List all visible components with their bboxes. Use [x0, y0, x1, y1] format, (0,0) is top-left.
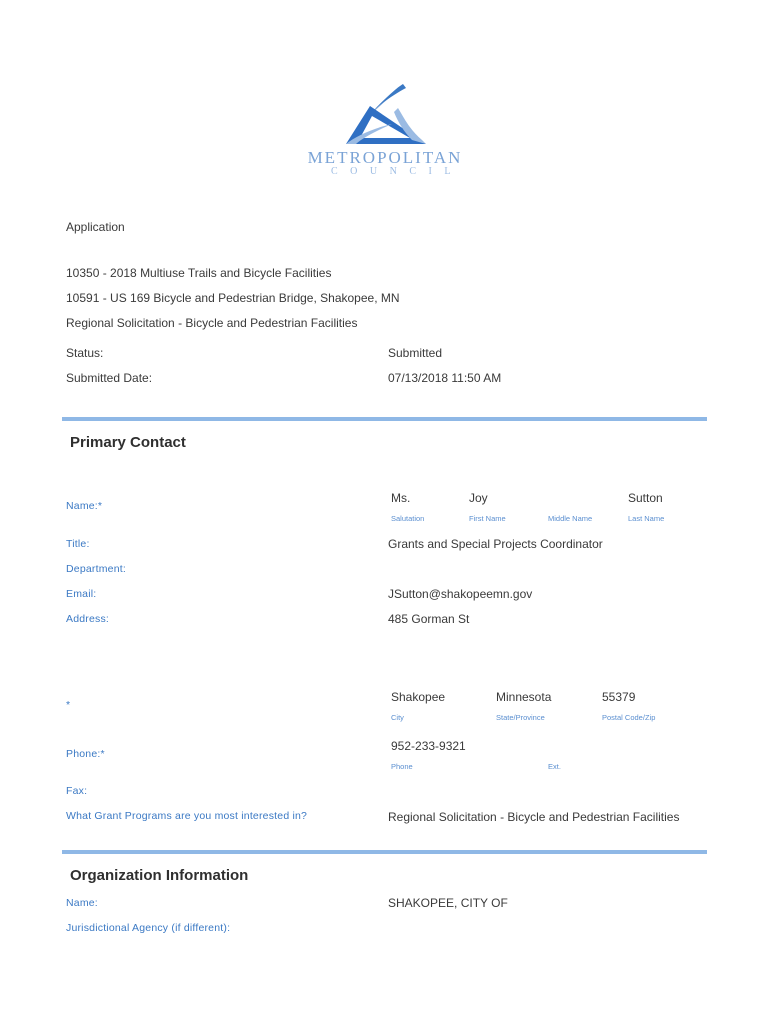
phone-value: 952-233-9321 [391, 739, 466, 753]
middle-name-sublabel: Middle Name [548, 514, 593, 523]
fax-label: Fax: [66, 785, 88, 797]
org-name-label: Name: [66, 897, 98, 909]
name-label: Name:* [66, 500, 103, 512]
submitted-date-label: Submitted Date: [66, 371, 153, 385]
zip-sublabel: Postal Code/Zip [602, 713, 656, 722]
address-label: Address: [66, 613, 110, 625]
first-name-value: Joy [469, 491, 488, 505]
grant-programs-label: What Grant Programs are you most interested in? [66, 810, 308, 822]
org-name-value: SHAKOPEE, CITY OF [388, 896, 508, 910]
grant-programs-value: Regional Solicitation - Bicycle and Pedestrian Facilities [388, 810, 680, 824]
email-label: Email: [66, 588, 97, 600]
application-heading: Application [66, 220, 125, 234]
zip-value: 55379 [602, 690, 636, 704]
section-divider [62, 850, 707, 854]
metropolitan-council-logo [300, 78, 470, 183]
address-value: 485 Gorman St [388, 612, 470, 626]
application-line-3: Regional Solicitation - Bicycle and Pedestrian Facilities [66, 316, 358, 330]
last-name-sublabel: Last Name [628, 514, 665, 523]
title-label: Title: [66, 538, 90, 550]
title-value: Grants and Special Projects Coordinator [388, 537, 603, 551]
application-line-1: 10350 - 2018 Multiuse Trails and Bicycle Facilities [66, 266, 332, 280]
city-value: Shakopee [391, 690, 446, 704]
primary-contact-heading: Primary Contact [70, 434, 186, 451]
logo-wordmark: METROPOLITAN [307, 148, 463, 167]
jurisdictional-agency-label: Jurisdictional Agency (if different): [66, 922, 231, 934]
last-name-value: Sutton [628, 491, 663, 505]
logo-mark-icon [300, 78, 470, 148]
city-row-label: * [66, 699, 71, 711]
section-divider [62, 417, 707, 421]
organization-heading: Organization Information [70, 867, 249, 884]
first-name-sublabel: First Name [469, 514, 506, 523]
state-sublabel: State/Province [496, 713, 545, 722]
application-line-2: 10591 - US 169 Bicycle and Pedestrian Bridge, Shakopee, MN [66, 291, 400, 305]
status-value: Submitted [388, 346, 443, 360]
department-label: Department: [66, 563, 126, 575]
submitted-date-value: 07/13/2018 11:50 AM [388, 371, 502, 385]
phone-label: Phone:* [66, 748, 105, 760]
salutation-sublabel: Salutation [391, 514, 425, 523]
state-value: Minnesota [496, 690, 552, 704]
salutation-value: Ms. [391, 491, 411, 505]
email-value: JSutton@shakopeemn.gov [388, 587, 533, 601]
city-sublabel: City [391, 713, 404, 722]
phone-sublabel: Phone [391, 762, 413, 771]
logo-subwordmark: COUNCIL [331, 166, 463, 177]
ext-sublabel: Ext. [548, 762, 561, 771]
status-label: Status: [66, 346, 104, 360]
